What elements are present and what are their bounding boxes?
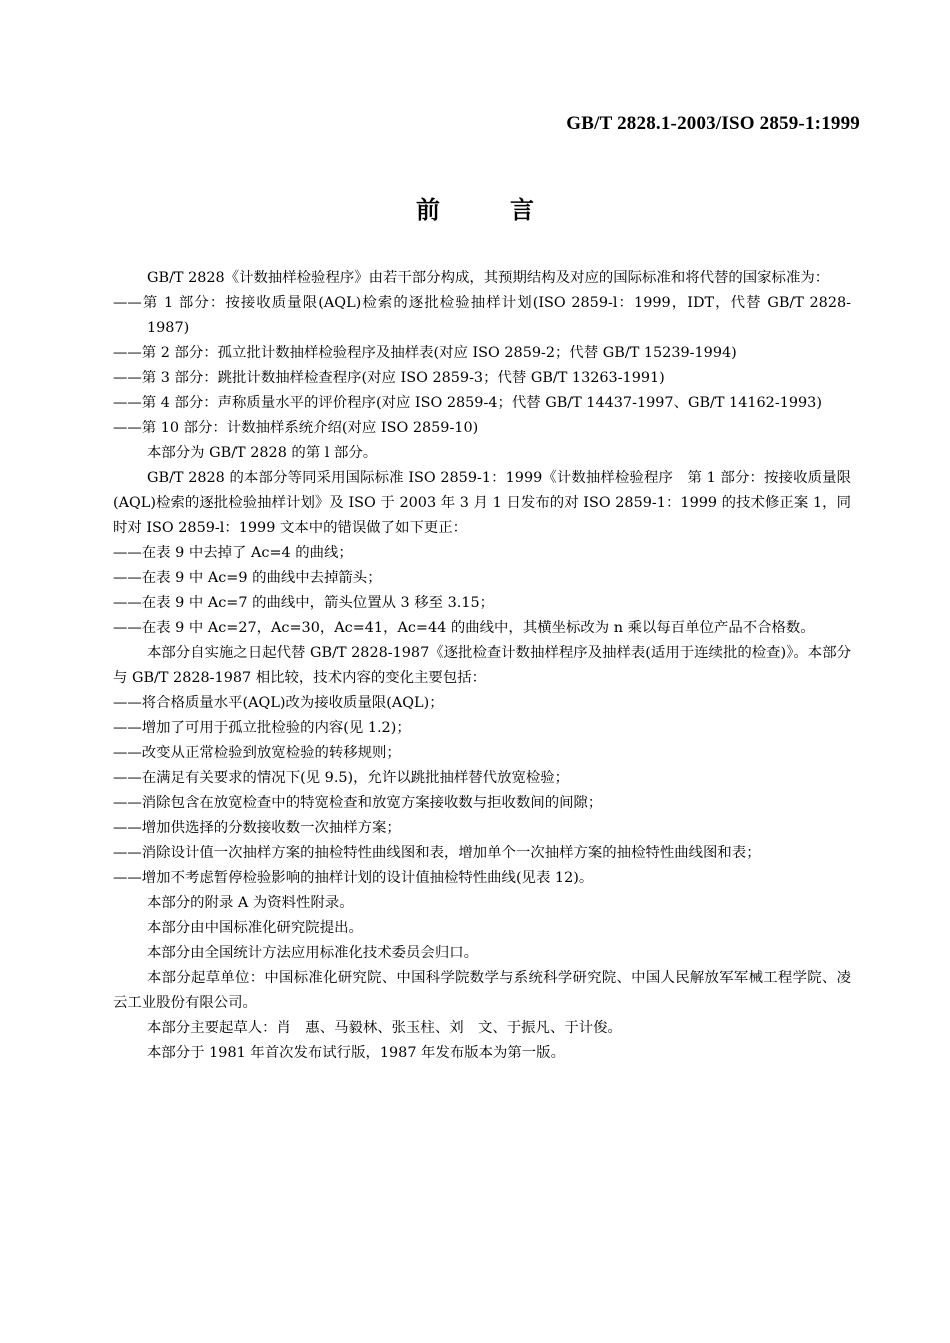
paragraph: 本部分的附录 A 为资料性附录。 — [147, 895, 354, 911]
list-item: ——改变从正常检验到放宽检验的转移规则； — [113, 745, 401, 761]
list-item: ——第 2 部分：孤立批计数抽样检验程序及抽样表(对应 ISO 2859-2；代替 GB/T 15239-1994) — [113, 345, 737, 361]
list-item: ——在满足有关要求的情况下(见 9.5)，允许以跳批抽样替代放宽检验； — [113, 770, 570, 786]
paragraph: GB/T 2828 的本部分等同采用国际标准 ISO 2859-1：1999《计数抽样检验程序 第 1 部分：按接收质量限(AQL)检索的逐批检验抽样计划》及 ISO 于 2003 年 3 月 1 日发布的对 ISO 2859-1：1999 的技术修正案 1，同时对 ISO 2859-l：1999 文本中的错误做了如下更正： — [113, 470, 851, 536]
foreword-body — [113, 266, 851, 1066]
list-item: ——增加了可用于孤立批检验的内容(见 1.2)； — [113, 720, 411, 736]
list-item: ——增加不考虑暂停检验影响的抽样计划的设计值抽检特性曲线(见表 12)。 — [113, 870, 594, 886]
paragraph: 本部分由中国标准化研究院提出。 — [147, 920, 363, 936]
paragraph: 本部分起草单位：中国标准化研究院、中国科学院数学与系统科学研究院、中国人民解放军军械工程学院、凌云工业股份有限公司。 — [113, 970, 851, 1011]
standard-number: GB/T 2828.1-2003/ISO 2859-1:1999 — [566, 113, 860, 134]
list-item: ——第 10 部分：计数抽样系统介绍(对应 ISO 2859-10) — [113, 420, 479, 436]
list-item: ——在表 9 中 Ac=9 的曲线中去掉箭头； — [113, 570, 382, 586]
paragraph: 本部分主要起草人：肖 惠、马毅林、张玉柱、刘 文、于振凡、于计俊。 — [147, 1020, 622, 1036]
title-char-1: 前 — [416, 196, 440, 224]
list-item: ——消除包含在放宽检查中的特宽检查和放宽方案接收数与拒收数间的间隙； — [113, 795, 603, 811]
list-item: ——在表 9 中 Ac=27，Ac=30，Ac=41，Ac=44 的曲线中，其横坐标改为 n 乘以每百单位产品不合格数。 — [113, 620, 815, 636]
list-item: ——增加供选择的分数接收数一次抽样方案； — [113, 820, 401, 836]
list-item: ——将合格质量水平(AQL)改为接收质量限(AQL)； — [113, 695, 444, 711]
paragraph: 本部分由全国统计方法应用标准化技术委员会归口。 — [147, 945, 478, 961]
paragraph: GB/T 2828《计数抽样检验程序》由若干部分构成，其预期结构及对应的国际标准和将代替的国家标准为： — [147, 270, 830, 286]
list-item: ——在表 9 中 Ac=7 的曲线中，箭头位置从 3 移至 3.15； — [113, 595, 495, 611]
list-item: ——第 4 部分：声称质量水平的评价程序(对应 ISO 2859-4；代替 GB/T 14437-1997、GB/T 14162-1993) — [113, 395, 822, 411]
list-item: ——在表 9 中去掉了 Ac=4 的曲线； — [113, 545, 353, 561]
paragraph: 本部分于 1981 年首次发布试行版，1987 年发布版本为第一版。 — [147, 1045, 565, 1061]
list-item: ——第 1 部分：按接收质量限(AQL)检索的逐批检验抽样计划(ISO 2859-l：1999，IDT，代替 GB/T 2828-1987) — [113, 295, 851, 336]
list-item: ——第 3 部分：跳批计数抽样检查程序(对应 ISO 2859-3；代替 GB/T 13263-1991) — [113, 370, 665, 386]
list-item: ——消除设计值一次抽样方案的抽检特性曲线图和表，增加单个一次抽样方案的抽检特性曲线图和表； — [113, 845, 761, 861]
title-char-2: 言 — [510, 196, 534, 224]
page-title — [0, 190, 950, 225]
paragraph: 本部分为 GB/T 2828 的第 l 部分。 — [147, 445, 378, 461]
paragraph: 本部分自实施之日起代替 GB/T 2828-1987《逐批检查计数抽样程序及抽样表(适用于连续批的检查)》。本部分与 GB/T 2828-1987 相比较，技术内容的变化主要包括： — [113, 645, 851, 686]
